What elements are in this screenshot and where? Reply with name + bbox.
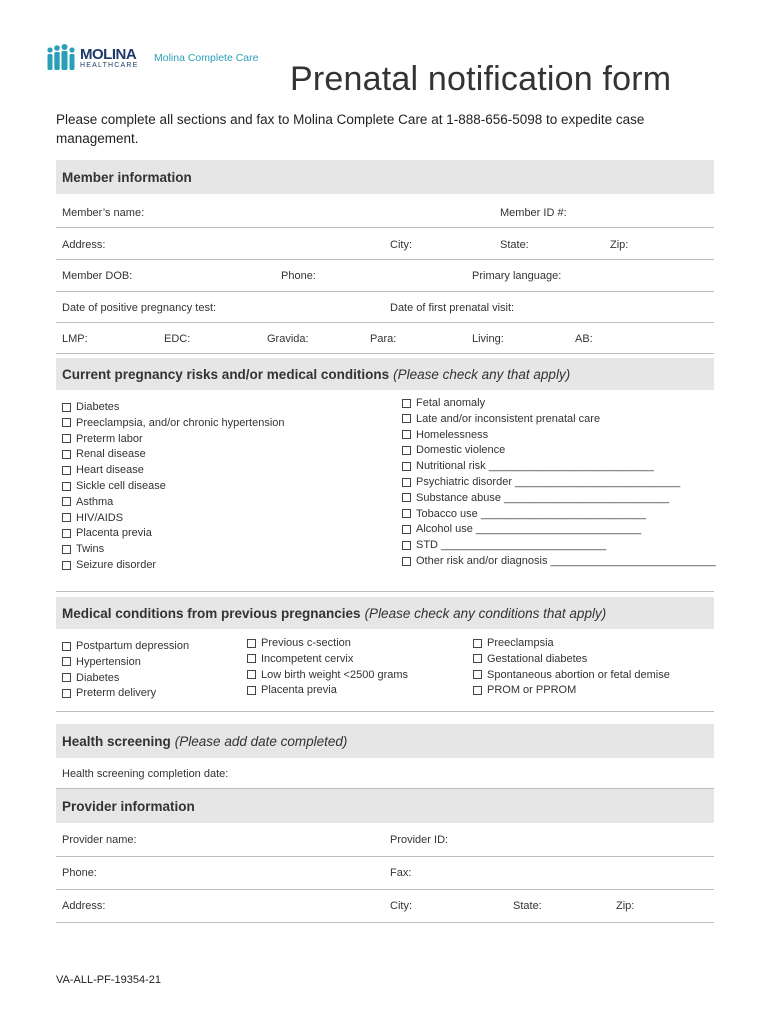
risk-checkbox-item[interactable] xyxy=(62,543,104,555)
first-visit-date-field[interactable]: Date of first prenatal visit: xyxy=(390,302,515,314)
divider xyxy=(56,291,714,292)
logo-subtitle: HEALTHCARE xyxy=(80,62,139,69)
risk-checkbox-label: Late and/or inconsistent prenatal care xyxy=(416,412,601,425)
screening-heading-text: Health screening xyxy=(62,733,171,749)
checkbox-icon[interactable] xyxy=(62,545,71,554)
divider xyxy=(56,889,714,890)
provider-zip-field[interactable]: Zip: xyxy=(616,900,635,912)
provider-city-field[interactable]: City: xyxy=(390,900,412,912)
checkbox-icon[interactable] xyxy=(402,525,411,534)
risk-checkbox-label: HIV/AIDS xyxy=(76,511,124,524)
risk-checkbox-item[interactable] xyxy=(402,508,646,520)
checkbox-icon[interactable] xyxy=(247,654,256,663)
risks-heading-text: Current pregnancy risks and/or medical conditions xyxy=(62,366,390,382)
previous-checkbox-item[interactable] xyxy=(62,640,189,652)
ab-field[interactable]: AB: xyxy=(575,333,593,345)
checkbox-icon[interactable] xyxy=(62,657,71,666)
checkbox-icon[interactable] xyxy=(247,670,256,679)
divider xyxy=(56,711,714,712)
checkbox-icon[interactable] xyxy=(62,434,71,443)
molina-people-icon xyxy=(46,44,76,72)
checkbox-icon[interactable] xyxy=(62,403,71,412)
risk-checkbox-item[interactable] xyxy=(402,539,606,551)
member-id-field[interactable]: Member ID #: xyxy=(500,207,567,219)
screening-date-field[interactable]: Health screening completion date: xyxy=(62,768,229,780)
previous-checkbox-item[interactable] xyxy=(62,687,156,699)
previous-checkbox-item[interactable] xyxy=(247,684,337,696)
molina-logo xyxy=(46,44,276,74)
gravida-field[interactable]: Gravida: xyxy=(267,333,309,345)
member-city-field[interactable]: City: xyxy=(390,239,412,251)
previous-checkbox-item[interactable] xyxy=(247,669,408,681)
risk-checkbox-item[interactable] xyxy=(62,401,119,413)
risk-checkbox-item[interactable] xyxy=(402,555,716,567)
edc-field[interactable]: EDC: xyxy=(164,333,191,345)
previous-checkbox-item[interactable] xyxy=(62,672,119,684)
positive-test-date-field[interactable]: Date of positive pregnancy test: xyxy=(62,302,217,314)
risk-checkbox-label: Nutritional risk ___________________________ xyxy=(416,460,654,473)
primary-language-field[interactable]: Primary language: xyxy=(472,270,562,282)
risk-checkbox-label: Twins xyxy=(76,543,105,556)
checkbox-icon[interactable] xyxy=(402,446,411,455)
checkbox-icon[interactable] xyxy=(62,482,71,491)
provider-id-field[interactable]: Provider ID: xyxy=(390,834,449,846)
divider xyxy=(56,227,714,228)
provider-heading-text: Provider information xyxy=(62,798,195,814)
para-field[interactable]: Para: xyxy=(370,333,397,345)
screening-heading-note: (Please add date completed) xyxy=(174,733,348,749)
previous-checkbox-item[interactable] xyxy=(473,669,670,681)
previous-section-heading xyxy=(56,597,714,629)
checkbox-icon[interactable] xyxy=(402,430,411,439)
checkbox-icon[interactable] xyxy=(473,686,482,695)
previous-checkbox-item[interactable] xyxy=(62,656,141,668)
provider-name-field[interactable]: Provider name: xyxy=(62,834,137,846)
checkbox-icon[interactable] xyxy=(62,689,71,698)
living-field[interactable]: Living: xyxy=(472,333,504,345)
divider xyxy=(56,322,714,323)
risk-checkbox-label: Preeclampsia, and/or chronic hypertension xyxy=(76,416,285,429)
previous-checkbox-item[interactable] xyxy=(247,637,351,649)
risk-checkbox-label: STD ___________________________ xyxy=(416,539,607,552)
provider-phone-field[interactable]: Phone: xyxy=(62,867,97,879)
previous-checkbox-label: Hypertension xyxy=(76,655,141,668)
risk-checkbox-item[interactable] xyxy=(62,480,166,492)
risk-checkbox-item[interactable] xyxy=(62,496,113,508)
page-title: Prenatal notification form xyxy=(290,60,672,98)
previous-checkbox-label: Diabetes xyxy=(76,671,120,684)
checkbox-icon[interactable] xyxy=(62,673,71,682)
risk-checkbox-label: Tobacco use ___________________________ xyxy=(416,507,646,520)
risk-checkbox-item[interactable] xyxy=(402,492,669,504)
checkbox-icon[interactable] xyxy=(62,529,71,538)
provider-section-heading xyxy=(56,789,714,823)
risk-checkbox-label: Diabetes xyxy=(76,401,120,413)
provider-state-field[interactable]: State: xyxy=(513,900,542,912)
member-phone-field[interactable]: Phone: xyxy=(281,270,316,282)
risks-section-heading xyxy=(56,358,714,390)
previous-heading-text: Medical conditions from previous pregnancies xyxy=(62,605,361,621)
risk-checkbox-item[interactable] xyxy=(402,444,505,456)
member-name-field[interactable]: Member’s name: xyxy=(62,207,145,219)
risk-checkbox-item[interactable] xyxy=(62,512,123,524)
intro-text: Please complete all sections and fax to Molina Complete Care at 1-888-656-5098 to expedite case management. xyxy=(56,112,645,146)
checkbox-icon[interactable] xyxy=(247,639,256,648)
previous-checkbox-label: PROM or PPROM xyxy=(487,684,577,697)
member-dob-field[interactable]: Member DOB: xyxy=(62,270,133,282)
previous-checkbox-label: Previous c-section xyxy=(261,637,351,649)
risk-checkbox-label: Domestic violence xyxy=(416,444,506,457)
risk-checkbox-label: Renal disease xyxy=(76,448,146,461)
checkbox-icon[interactable] xyxy=(402,399,411,408)
checkbox-icon[interactable] xyxy=(473,639,482,648)
risk-checkbox-label: Preterm labor xyxy=(76,432,143,445)
risk-checkbox-label: Homelessness xyxy=(416,428,489,441)
risk-checkbox-item[interactable] xyxy=(62,559,156,571)
risk-checkbox-label: Alcohol use ___________________________ xyxy=(416,523,642,536)
checkbox-icon[interactable] xyxy=(62,642,71,651)
member-state-field[interactable]: State: xyxy=(500,239,529,251)
checkbox-icon[interactable] xyxy=(473,654,482,663)
plan-name: Molina Complete Care xyxy=(154,52,259,64)
checkbox-icon[interactable] xyxy=(62,450,71,459)
member-address-field[interactable]: Address: xyxy=(62,239,106,251)
risk-checkbox-label: Sickle cell disease xyxy=(76,480,166,492)
provider-address-field[interactable]: Address: xyxy=(62,900,106,912)
risk-checkbox-item[interactable] xyxy=(62,433,143,445)
risk-checkbox-item[interactable] xyxy=(62,464,144,476)
previous-checkbox-label: Preterm delivery xyxy=(76,687,157,700)
risk-checkbox-item[interactable] xyxy=(402,523,641,535)
screening-section-heading xyxy=(56,724,714,758)
checkbox-icon[interactable] xyxy=(402,493,411,502)
checkbox-icon[interactable] xyxy=(62,466,71,475)
checkbox-icon[interactable] xyxy=(402,462,411,471)
previous-checkbox-item[interactable] xyxy=(473,637,554,649)
divider xyxy=(56,856,714,857)
checkbox-icon[interactable] xyxy=(62,561,71,570)
previous-checkbox-label: Preeclampsia xyxy=(487,637,554,649)
risk-checkbox-item[interactable] xyxy=(402,413,600,425)
risk-checkbox-label: Fetal anomaly xyxy=(416,397,486,409)
risk-checkbox-item[interactable] xyxy=(402,397,485,409)
previous-checkbox-label: Postpartum depression xyxy=(76,640,190,652)
previous-checkbox-label: Spontaneous abortion or fetal demise xyxy=(487,668,670,681)
previous-checkbox-item[interactable] xyxy=(473,684,576,696)
checkbox-icon[interactable] xyxy=(402,414,411,423)
previous-checkbox-label: Incompetent cervix xyxy=(261,652,354,665)
risk-checkbox-label: Asthma xyxy=(76,495,114,508)
lmp-field[interactable]: LMP: xyxy=(62,333,88,345)
divider xyxy=(56,591,714,592)
divider xyxy=(56,259,714,260)
risk-checkbox-label: Other risk and/or diagnosis ___________________________ xyxy=(416,555,716,567)
risk-checkbox-item[interactable] xyxy=(62,417,285,429)
checkbox-icon[interactable] xyxy=(62,513,71,522)
divider xyxy=(56,353,714,354)
logo-name: MOLINA xyxy=(80,46,137,63)
divider xyxy=(56,922,714,923)
risk-checkbox-label: Placenta previa xyxy=(76,527,152,540)
risk-checkbox-item[interactable] xyxy=(402,476,680,488)
risk-checkbox-item[interactable] xyxy=(402,429,488,441)
checkbox-icon[interactable] xyxy=(402,557,411,566)
checkbox-icon[interactable] xyxy=(62,418,71,427)
previous-checkbox-label: Gestational diabetes xyxy=(487,652,588,665)
checkbox-icon[interactable] xyxy=(402,541,411,550)
previous-heading-note: (Please check any conditions that apply) xyxy=(364,605,607,621)
risk-checkbox-label: Heart disease xyxy=(76,464,144,477)
member-section-heading xyxy=(56,160,714,194)
checkbox-icon[interactable] xyxy=(247,686,256,695)
previous-checkbox-item[interactable] xyxy=(473,653,587,665)
risk-checkbox-label: Seizure disorder xyxy=(76,559,157,571)
previous-checkbox-label: Low birth weight <2500 grams xyxy=(261,668,409,681)
risk-checkbox-item[interactable] xyxy=(402,460,654,472)
checkbox-icon[interactable] xyxy=(473,670,482,679)
risk-checkbox-label: Substance abuse ___________________________ xyxy=(416,491,670,504)
checkbox-icon[interactable] xyxy=(402,509,411,518)
member-zip-field[interactable]: Zip: xyxy=(610,239,629,251)
previous-checkbox-item[interactable] xyxy=(247,653,353,665)
risk-checkbox-item[interactable] xyxy=(62,527,152,539)
form-code: VA-ALL-PF-19354-21 xyxy=(56,974,161,986)
risk-checkbox-label: Psychiatric disorder ___________________________ xyxy=(416,476,681,488)
checkbox-icon[interactable] xyxy=(62,497,71,506)
checkbox-icon[interactable] xyxy=(402,478,411,487)
previous-checkbox-label: Placenta previa xyxy=(261,684,337,697)
member-heading-text: Member information xyxy=(62,169,192,185)
risk-checkbox-item[interactable] xyxy=(62,448,146,460)
provider-fax-field[interactable]: Fax: xyxy=(390,867,412,879)
risks-heading-note: (Please check any that apply) xyxy=(393,366,571,382)
